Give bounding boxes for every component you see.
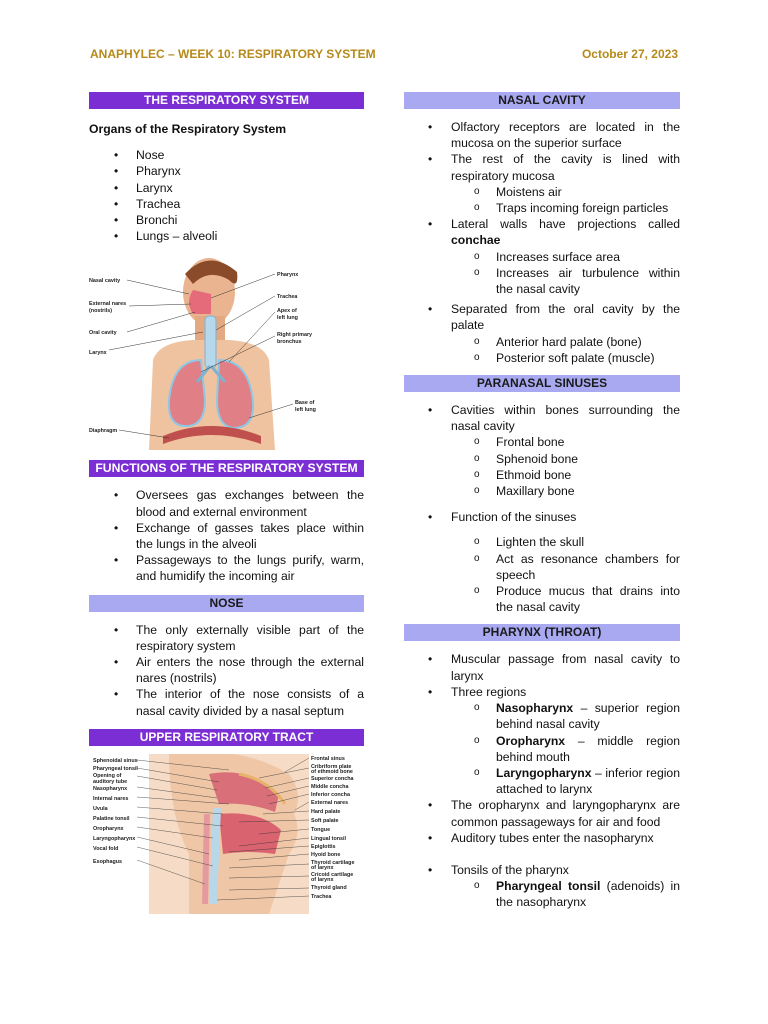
list-item: o Maxillary bone: [404, 483, 680, 499]
right-column: [404, 92, 680, 911]
list-item: • Three regions: [404, 684, 680, 700]
fig2-label-trachea: Trachea: [311, 893, 332, 900]
list-item: o Pharyngeal tonsil (adenoids) in the nasopharynx: [404, 878, 680, 910]
pharynx-tonsils-sublist: [404, 878, 680, 910]
list-item: o Increases surface area: [404, 249, 680, 265]
left-column: [89, 92, 364, 914]
document-header-title: ANAPHYLEC – WEEK 10: RESPIRATORY SYSTEM: [90, 47, 376, 61]
fig2-label-hard-palate: Hard palate: [311, 808, 341, 815]
svg-text:left lung: left lung: [295, 407, 316, 414]
list-item: • The rest of the cavity is lined with respiratory mucosa: [404, 151, 680, 183]
nasal-cavity-list: [404, 119, 680, 184]
fig2-label-inferior-concha: Inferior concha: [311, 791, 350, 798]
fig2-label-external-nares: External nares: [311, 799, 349, 806]
list-item: o Laryngopharynx – inferior region attached to larynx: [404, 765, 680, 797]
pharynx-regions-sublist: [404, 700, 680, 797]
fig2-label-vocal-fold: Vocal fold: [93, 845, 119, 852]
fig2-label-nasopharynx: Nasopharynx: [93, 785, 128, 792]
svg-text:auditory tube: auditory tube: [93, 778, 128, 785]
nasal-cavity-list-3: [404, 301, 680, 333]
fig1-label-oral-cavity: Oral cavity: [89, 330, 117, 337]
sinuses-list: [404, 402, 680, 434]
fig1-label-pharynx: Pharynx: [277, 272, 299, 279]
fig2-label-soft-palate: Soft palate: [311, 817, 339, 824]
nasal-cavity-sublist-2: [404, 249, 680, 298]
pharynx-list-2: [404, 797, 680, 846]
list-item: o Anterior hard palate (bone): [404, 334, 680, 350]
list-item: o Posterior soft palate (muscle): [404, 350, 680, 366]
list-item: • Separated from the oral cavity by the palate: [404, 301, 680, 333]
section-bar-respiratory-system: THE RESPIRATORY SYSTEM: [89, 92, 364, 109]
section-bar-upper-respiratory-tract: UPPER RESPIRATORY TRACT: [89, 729, 364, 746]
fig2-label-pharyngeal-tonsil: Pharyngeal tonsil: [93, 765, 138, 772]
fig2-label-epiglottis: Epiglottis: [311, 843, 336, 850]
svg-text:of ethmoid bone: of ethmoid bone: [311, 768, 353, 775]
section-bar-nose: NOSE: [89, 595, 364, 612]
fig1-label-trachea: Trachea: [277, 294, 298, 301]
list-item: • Air enters the nose through the external nares (nostrils): [89, 654, 364, 686]
nasal-cavity-list-2: [404, 216, 680, 248]
fig2-label-sphenoidal-sinus: Sphenoidal sinus: [93, 757, 138, 764]
list-item: o Traps incoming foreign particles: [404, 200, 680, 216]
fig1-label-right-primary-bronchus: Right primary: [277, 332, 313, 339]
list-item: o Nasopharynx – superior region behind nasal cavity: [404, 700, 680, 732]
fig2-label-thyroid-cartilage: Thyroid cartilage: [311, 859, 355, 866]
list-item: • The oropharynx and laryngopharynx are common passageways for air and food: [404, 797, 680, 829]
nasal-cavity-sublist-1: [404, 184, 680, 216]
fig2-label-internal-nares: Internal nares: [93, 795, 129, 802]
fig2-label-frontal-sinus: Frontal sinus: [311, 755, 345, 762]
fig2-label-thyroid-gland: Thyroid gland: [311, 884, 347, 891]
list-item: • Tonsils of the pharynx: [404, 862, 680, 878]
list-item: o Increases air turbulence within the nasal cavity: [404, 265, 680, 297]
fig1-label-nasal-cavity: Nasal cavity: [89, 278, 121, 285]
fig1-label-diaphragm: Diaphragm: [89, 428, 118, 435]
svg-text:of larynx: of larynx: [311, 864, 334, 871]
fig2-label-tongue: Tongue: [311, 826, 331, 833]
list-item: • Oversees gas exchanges between the blood and external environment: [89, 487, 364, 519]
list-item: • The interior of the nose consists of a nasal cavity divided by a nasal septum: [89, 686, 364, 718]
fig2-label-esophagus: Esophagus: [93, 858, 123, 865]
fig2-label-oropharynx: Oropharynx: [93, 825, 124, 832]
list-item: • Exchange of gasses takes place within the lungs in the alveoli: [89, 520, 364, 552]
section-bar-nasal-cavity: NASAL CAVITY: [404, 92, 680, 109]
list-item: • Muscular passage from nasal cavity to larynx: [404, 651, 680, 683]
list-item: o Ethmoid bone: [404, 467, 680, 483]
list-item: o Lighten the skull: [404, 534, 680, 550]
list-item: • Auditory tubes enter the nasopharynx: [404, 830, 680, 846]
pharynx-list: [404, 651, 680, 700]
list-item: • Pharynx: [89, 163, 364, 179]
sinuses-sublist-1: [404, 434, 680, 499]
fig2-label-laryngopharynx: Laryngopharynx: [93, 835, 136, 842]
document-header-date: October 27, 2023: [581, 47, 678, 61]
list-item: • The only externally visible part of the respiratory system: [89, 622, 364, 654]
list-item: o Moistens air: [404, 184, 680, 200]
section-bar-functions: FUNCTIONS OF THE RESPIRATORY SYSTEM: [89, 460, 364, 477]
nasal-cavity-sublist-3: [404, 334, 680, 366]
fig2-label-superior-concha: Superior concha: [311, 775, 354, 782]
fig2-label-hyoid-bone: Hyoid bone: [311, 851, 341, 858]
fig2-label-palatine-tonsil: Palatine tonsil: [93, 815, 130, 822]
list-item: • Nose: [89, 147, 364, 163]
pharynx-list-3: [404, 862, 680, 878]
functions-list: [89, 487, 364, 584]
fig2-label-lingual-tonsil: Lingual tonsil: [311, 835, 347, 842]
section-bar-pharynx: PHARYNX (THROAT): [404, 624, 680, 641]
fig1-label-larynx: Larynx: [89, 350, 107, 357]
list-item: • Passageways to the lungs purify, warm, and humidify the incoming air: [89, 552, 364, 584]
fig2-label-cribriform-plate: Cribriform plate: [311, 763, 352, 770]
list-item: o Frontal bone: [404, 434, 680, 450]
list-item: • Lateral walls have projections called conchae: [404, 216, 680, 248]
upper-respiratory-tract-figure: [89, 754, 364, 914]
list-item: • Function of the sinuses: [404, 509, 680, 525]
list-item: • Bronchi: [89, 212, 364, 228]
fig1-label-base-left-lung: Base of: [295, 400, 315, 407]
list-item: • Trachea: [89, 196, 364, 212]
respiratory-system-figure: [89, 250, 364, 450]
svg-text:left lung: left lung: [277, 315, 298, 322]
list-item: o Oropharynx – middle region behind mouth: [404, 733, 680, 765]
fig2-label-opening-auditory-tube: Opening of: [93, 772, 122, 779]
sinuses-list-2: [404, 509, 680, 525]
nose-list: [89, 622, 364, 719]
fig2-label-uvula: Uvula: [93, 805, 108, 812]
fig2-label-middle-concha: Middle concha: [311, 783, 349, 790]
fig1-label-apex-left-lung: Apex of: [277, 308, 297, 315]
sinuses-sublist-2: [404, 534, 680, 615]
list-item: • Cavities within bones surrounding the nasal cavity: [404, 402, 680, 434]
list-item: o Sphenoid bone: [404, 451, 680, 467]
list-item: • Lungs – alveoli: [89, 228, 364, 244]
svg-text:of larynx: of larynx: [311, 876, 334, 883]
organs-list: [89, 147, 364, 244]
fig1-label-external-nares: External nares: [89, 301, 127, 308]
list-item: • Larynx: [89, 180, 364, 196]
svg-text:(nostrils): (nostrils): [89, 308, 113, 315]
section-bar-paranasal-sinuses: PARANASAL SINUSES: [404, 375, 680, 392]
fig2-label-cricoid-cartilage: Cricoid cartilage: [311, 871, 354, 878]
list-item: • Olfactory receptors are located in the mucosa on the superior surface: [404, 119, 680, 151]
list-item: o Produce mucus that drains into the nasal cavity: [404, 583, 680, 615]
organs-heading: Organs of the Respiratory System: [89, 122, 287, 136]
list-item: o Act as resonance chambers for speech: [404, 551, 680, 583]
svg-text:bronchus: bronchus: [277, 339, 302, 346]
